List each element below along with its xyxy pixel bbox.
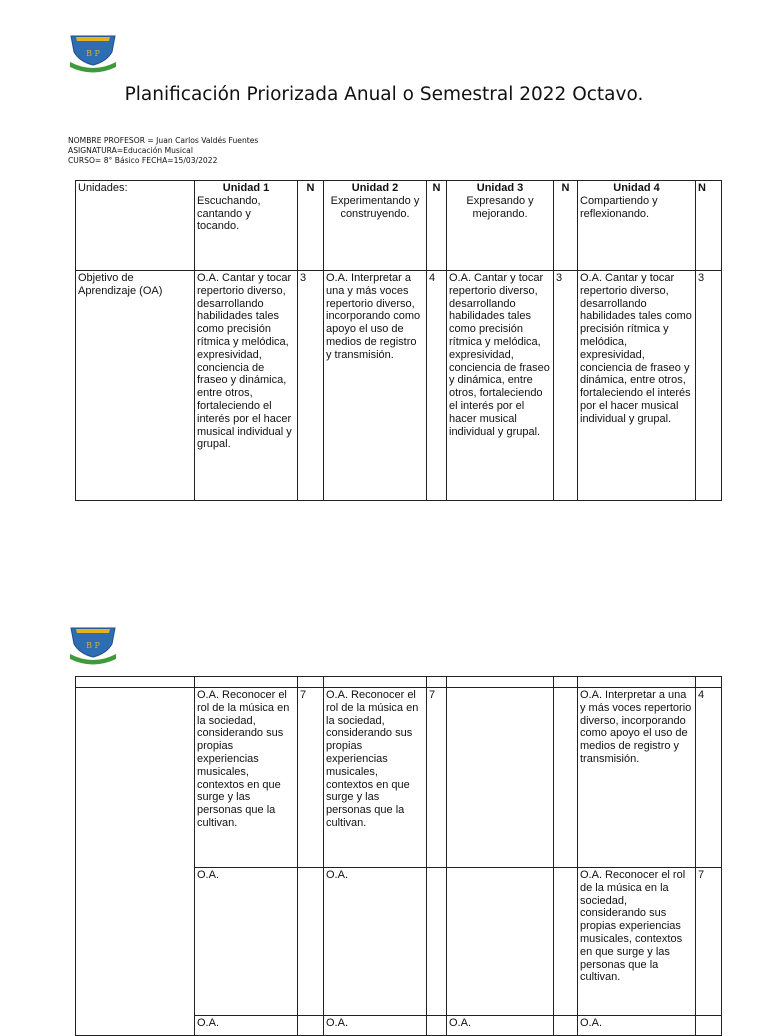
subject: ASIGNATURA=Educación Musical bbox=[68, 146, 193, 155]
oa-count bbox=[554, 868, 578, 1016]
unit-subtitle: Compartiendo y reflexionando. bbox=[580, 194, 658, 220]
oa-count bbox=[298, 868, 324, 1016]
oa-count: 3 bbox=[554, 271, 578, 501]
oa-count bbox=[554, 688, 578, 868]
oa-count bbox=[298, 1016, 324, 1036]
unit-subtitle: Escuchando, cantando y tocando. bbox=[197, 194, 261, 233]
unit-4-header bbox=[578, 181, 696, 271]
crest-lettering: B P bbox=[86, 49, 100, 58]
school-logo bbox=[68, 32, 118, 74]
n-header: N bbox=[298, 181, 324, 271]
unit-1-header bbox=[195, 181, 298, 271]
course-date: CURSO= 8° Básico FECHA=15/03/2022 bbox=[68, 156, 218, 165]
oa-label-empty bbox=[76, 688, 195, 1036]
spacer-row bbox=[76, 677, 722, 688]
unit-subtitle: Expresando y mejorando. bbox=[466, 194, 534, 220]
crest-lettering: B P bbox=[86, 641, 100, 650]
oa-cell: O.A. Interpretar a una y más voces repertorio diverso, incorporando como apoyo el uso de medios de registro y transmisión. bbox=[578, 688, 696, 868]
n-header: N bbox=[696, 181, 722, 271]
oa-count: 4 bbox=[696, 688, 722, 868]
planning-table-units bbox=[75, 180, 722, 501]
oa-cell: O.A. bbox=[324, 1016, 427, 1036]
n-header: N bbox=[427, 181, 447, 271]
oa-cell: O.A. bbox=[578, 1016, 696, 1036]
oa-count bbox=[427, 868, 447, 1016]
oa-cell: O.A. bbox=[195, 1016, 298, 1036]
school-crest-icon bbox=[68, 624, 118, 666]
unit-title: Unidad 1 bbox=[222, 182, 270, 194]
oa-row bbox=[76, 271, 722, 501]
oa-cell: O.A. Cantar y tocar repertorio diverso, desarrollando habilidades tales como precisión rítmica y melódica, expresividad, conciencia de fraseo y dinámica, entre otros, fortaleciendo el interés por el hacer musical individual y grupal. bbox=[447, 271, 554, 501]
unit-3-header bbox=[447, 181, 554, 271]
oa-count: 7 bbox=[696, 868, 722, 1016]
oa-cell: O.A. Reconocer el rol de la música en la sociedad, considerando sus propias experiencias musicales, contextos en que surge y las personas que la cultivan. bbox=[578, 868, 696, 1016]
oa-cell: O.A. Cantar y tocar repertorio diverso, desarrollando habilidades tales como precisión rítmica y melódica, expresividad, conciencia de fraseo y dinámica, entre otros, fortaleciendo el interés por el hacer musical individual y grupal. bbox=[195, 271, 298, 501]
unit-title: Unidad 4 bbox=[613, 182, 660, 194]
unit-title: Unidad 2 bbox=[351, 182, 399, 194]
oa-cell: O.A. bbox=[447, 1016, 554, 1036]
school-logo bbox=[68, 624, 118, 666]
oa-count: 4 bbox=[427, 271, 447, 501]
document-meta bbox=[68, 136, 258, 166]
school-crest-icon bbox=[68, 32, 118, 74]
oa-cell: O.A. Interpretar a una y más voces repertorio diverso, incorporando como apoyo el uso de medios de registro y transmisión. bbox=[324, 271, 427, 501]
oa-count bbox=[554, 1016, 578, 1036]
oa-count: 7 bbox=[427, 688, 447, 868]
oa-label: Objetivo de Aprendizaje (OA) bbox=[76, 271, 195, 501]
oa-count bbox=[427, 1016, 447, 1036]
unit-title: Unidad 3 bbox=[476, 182, 524, 194]
n-header: N bbox=[554, 181, 578, 271]
oa-cell: O.A. bbox=[324, 868, 427, 1016]
planning-table-continued bbox=[75, 676, 722, 1036]
oa-cell bbox=[447, 688, 554, 868]
unit-subtitle: Experimentando y construyendo. bbox=[330, 194, 420, 220]
page-title: Planificación Priorizada Anual o Semestral 2022 Octavo. bbox=[124, 84, 644, 105]
units-header-row bbox=[76, 181, 722, 271]
teacher-name: NOMBRE PROFESOR = Juan Carlos Valdés Fuentes bbox=[68, 136, 259, 145]
oa-count bbox=[696, 1016, 722, 1036]
oa-cell: O.A. Reconocer el rol de la música en la sociedad, considerando sus propias experiencias musicales, contextos en que surge y las personas que la cultivan. bbox=[324, 688, 427, 868]
units-label: Unidades: bbox=[76, 181, 195, 271]
oa-cell: O.A. Cantar y tocar repertorio diverso, desarrollando habilidades tales como precisión rítmica y melódica, expresividad, conciencia de fraseo y dinámica, entre otros, fortaleciendo el interés por el hacer musical individual y grupal. bbox=[578, 271, 696, 501]
unit-2-header bbox=[324, 181, 427, 271]
oa-cell: O.A. bbox=[195, 868, 298, 1016]
oa-cell: O.A. Reconocer el rol de la música en la sociedad, considerando sus propias experiencias musicales, contextos en que surge y las personas que la cultivan. bbox=[195, 688, 298, 868]
oa-count: 3 bbox=[298, 271, 324, 501]
oa-cell bbox=[447, 868, 554, 1016]
oa-count: 3 bbox=[696, 271, 722, 501]
oa-row bbox=[76, 688, 722, 868]
oa-count: 7 bbox=[298, 688, 324, 868]
